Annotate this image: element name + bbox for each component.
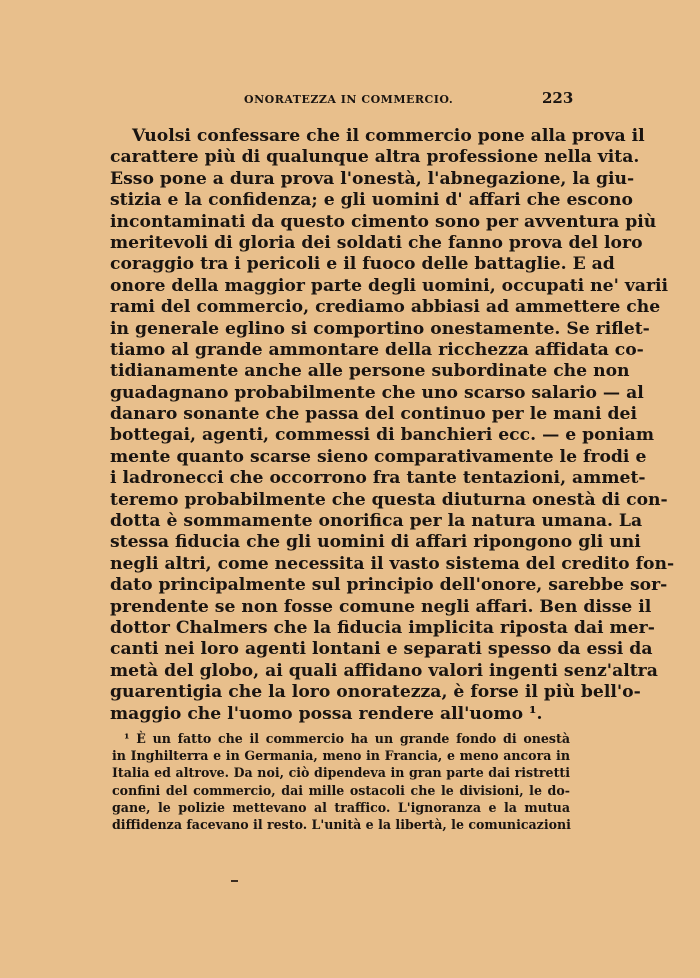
body-line: stessa fiducia che gli uomini di affari ripongono gli uni (110, 532, 641, 553)
body-line: dotta è sommamente onorifica per la natura umana. La (110, 511, 643, 532)
ink-mark (231, 880, 238, 882)
body-line: in generale eglino si comportino onestamente. Se riflet- (110, 318, 650, 339)
body-line: coraggio tra i pericoli e il fuoco delle battaglie. E ad (110, 254, 615, 275)
body-paragraph (110, 126, 675, 725)
page-number: 223 (542, 89, 574, 107)
body-line: Esso pone a dura prova l'onestà, l'abnegazione, la giu- (110, 168, 635, 189)
body-line: canti nei loro agenti lontani e separati spesso da essi da (110, 639, 653, 660)
footnote-line: confini del commercio, dai mille ostacoli che le divisioni, le do- (112, 782, 570, 798)
body-line: stizia e la confidenza; e gli uomini d' affari che escono (110, 190, 633, 211)
body-line: tidianamente anche alle persone subordinate che non (110, 361, 630, 382)
running-head: ONORATEZZA IN COMMERCIO. (244, 93, 454, 106)
body-line: teremo probabilmente che questa diuturna onestà di con- (110, 489, 668, 510)
footnote-line: gane, le polizie mettevano al traffico. L'ignoranza e la mutua (112, 799, 570, 815)
body-line: meritevoli di gloria dei soldati che fanno prova del loro (110, 232, 643, 253)
body-line: danaro sonante che passa del continuo per le mani dei (110, 404, 637, 425)
footnote-line: Italia ed altrove. Da noi, ciò dipendeva in gran parte dai ristretti (112, 765, 570, 781)
footnote-line: in Inghilterra e in Germania, meno in Francia, e meno ancora in (112, 748, 570, 764)
body-line: Vuolsi confessare che il commercio pone alla prova il (132, 126, 645, 146)
body-line: onore della maggior parte degli uomini, occupati ne' varii (110, 275, 669, 296)
body-line: rami del commercio, crediamo abbiasi ad ammettere che (110, 297, 661, 318)
body-line: carattere più di qualunque altra professione nella vita. (110, 147, 640, 168)
body-line: negli altri, come necessita il vasto sistema del credito fon- (110, 553, 675, 574)
body-line: dottor Chalmers che la fiducia implicita riposta dai mer- (110, 617, 655, 638)
body-line: incontaminati da questo cimento sono per avventura più (110, 211, 657, 232)
footnote-line: diffidenza facevano il resto. L'unità e la libertà, le comunicazioni (112, 816, 571, 832)
footnote-line: ¹ È un fatto che il commercio ha un grande fondo di onestà (124, 731, 570, 746)
body-line: bottegai, agenti, commessi di banchieri ecc. — e poniam (110, 425, 654, 446)
body-line: dato principalmente sul principio dell'onore, sarebbe sor- (110, 575, 668, 596)
body-line: guadagnano probabilmente che uno scarso salario — al (110, 382, 644, 403)
body-line: tiamo al grande ammontare della ricchezza affidata co- (110, 339, 644, 360)
body-line: maggio che l'uomo possa rendere all'uomo ¹. (110, 703, 543, 724)
body-line: mente quanto scarse sieno comparativamente le frodi e (110, 446, 647, 467)
body-line: i ladronecci che occorrono fra tante tentazioni, ammet- (110, 468, 646, 489)
body-line: guarentigia che la loro onoratezza, è forse il più bell'o- (110, 682, 641, 703)
body-line: prendente se non fosse comune negli affari. Ben disse il (110, 596, 652, 617)
body-line: metà del globo, ai quali affidano valori ingenti senz'altra (110, 660, 658, 681)
footnote (112, 730, 570, 833)
